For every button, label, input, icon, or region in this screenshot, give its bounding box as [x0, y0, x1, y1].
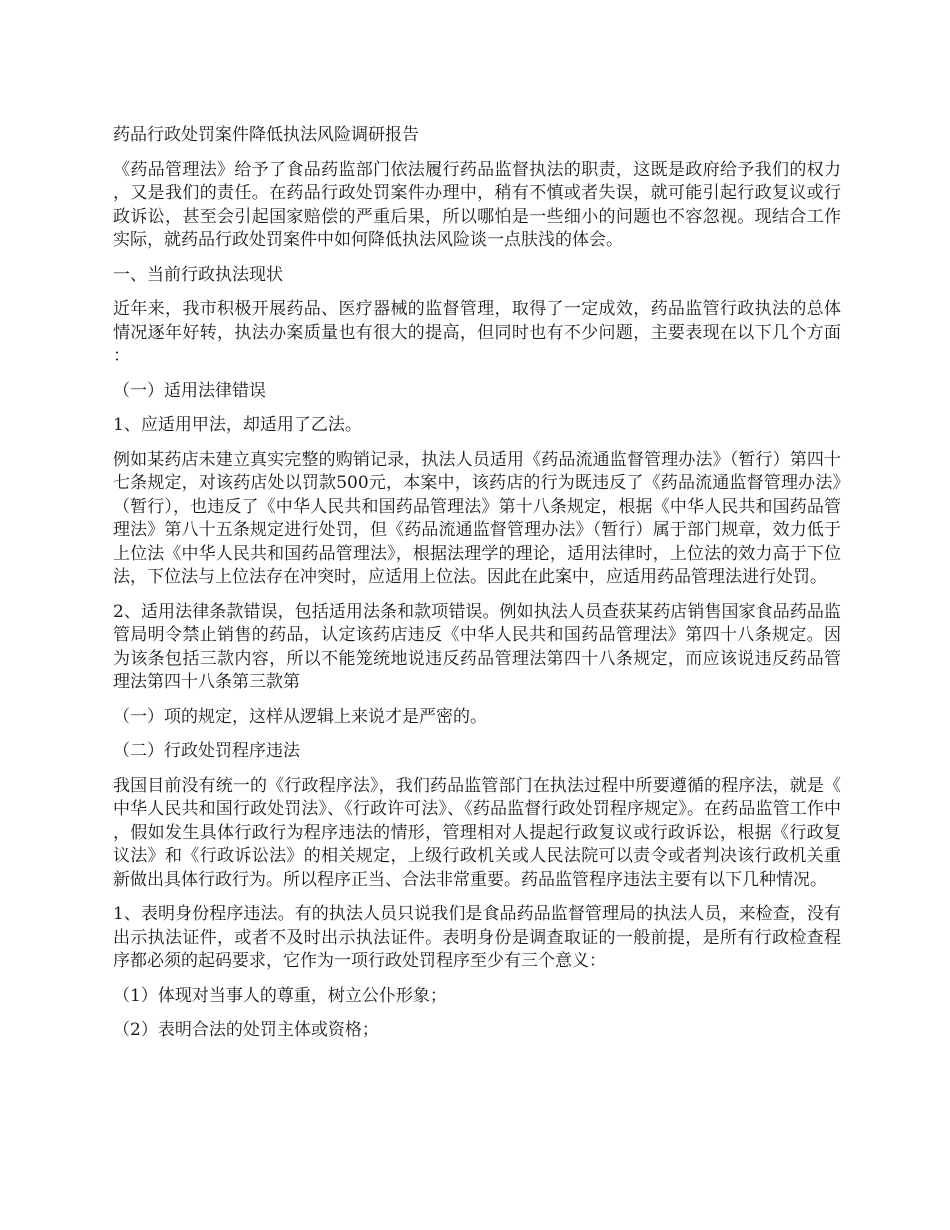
section-heading-current-status: 一、当前行政执法现状 [113, 264, 283, 285]
list-item-meaning-2: （2）表明合法的处罚主体或资格； [113, 1020, 379, 1040]
paragraph-procedure-law: 我国目前没有统一的《行政程序法》，我们药品监管部门在执法过程中所要遵循的程序法，就是《中华人民共和国行政处罚法》、《行政许可法》、《药品监督行政处罚程序规定》。在药品监管工作中，假如发生具体行政行为程序违法的情形，管理相对人提起行政复议或行政诉讼，根据《行政复议法》和《行政诉讼法》的相关规定，上级行政机关或人民法院可以责令或者判决该行政机关重新做出具体行政行为。所以程序正当、合法非常重要。药品监管程序违法主要有以下几种情况。 [113, 775, 841, 890]
document-title: 药品行政处罚案件降低执法风险调研报告 [113, 125, 419, 145]
paragraph-status-overview: 近年来，我市积极开展药品、医疗器械的监督管理，取得了一定成效，药品监管行政执法的总体情况逐年好转，执法办案质量也有很大的提高，但同时也有不少问题，主要表现在以下几个方面： [113, 299, 841, 366]
list-item-1: 1、应适用甲法，却适用了乙法。 [113, 415, 362, 435]
subheading-law-application-error: （一）适用法律错误 [113, 380, 266, 401]
document-page [113, 124, 841, 1054]
list-item-meaning-1: （1）体现对当事人的尊重，树立公仆形象； [113, 985, 447, 1006]
paragraph-example-pharmacy: 例如某药店未建立真实完整的购销记录，执法人员适用《药品流通监督管理办法》（暂行）第四十七条规定，对该药店处以罚款500元，本案中，该药店的行为既违反了《药品流通监督管理办法》（暂行），也违反了《中华人民共和国药品管理法》第十八条规定，根据《中华人民共和国药品管理法》第八十五条规定进行处罚，但《药品流通监督管理办法》（暂行）属于部门规章，效力低于上位法《中华人民共和国药品管理法》，根据法理学的理论，适用法律时，上位法的效力高于下位法，下位法与上位法存在冲突时，应适用上位法。因此在此案中，应适用药品管理法进行处罚。 [113, 449, 841, 587]
list-item-identity: 1、表明身份程序违法。有的执法人员只说我们是食品药品监督管理局的执法人员，来检查，没有出示执法证件，或者不及时出示执法证件。表明身份是调查取证的一般前提，是所有行政检查程序都必须的起码要求，它作为一项行政处罚程序至少有三个意义： [113, 904, 841, 971]
paragraph-continuation: （一）项的规定，这样从逻辑上来说才是严密的。 [113, 706, 487, 727]
list-item-2: 2、适用法律条款错误，包括适用法条和款项错误。例如执法人员查获某药店销售国家食品药品监管局明令禁止销售的药品，认定该药店违反《中华人民共和国药品管理法》第四十八条规定。因为该条包括三款内容，所以不能笼统地说违反药品管理法第四十八条规定，而应该说违反药品管理法第四十八条第三款第 [113, 601, 841, 692]
subheading-procedure-violation: （二）行政处罚程序违法 [113, 741, 300, 761]
paragraph-intro: 《药品管理法》给予了食品药监部门依法履行药品监督执法的职责，这既是政府给予我们的权力，又是我们的责任。在药品行政处罚案件办理中，稍有不慎或者失误，就可能引起行政复议或行政诉讼，甚至会引起国家赔偿的严重后果，所以哪怕是一些细小的问题也不容忽视。现结合工作实际，就药品行政处罚案件中如何降低执法风险谈一点肤浅的体会。 [113, 159, 841, 250]
